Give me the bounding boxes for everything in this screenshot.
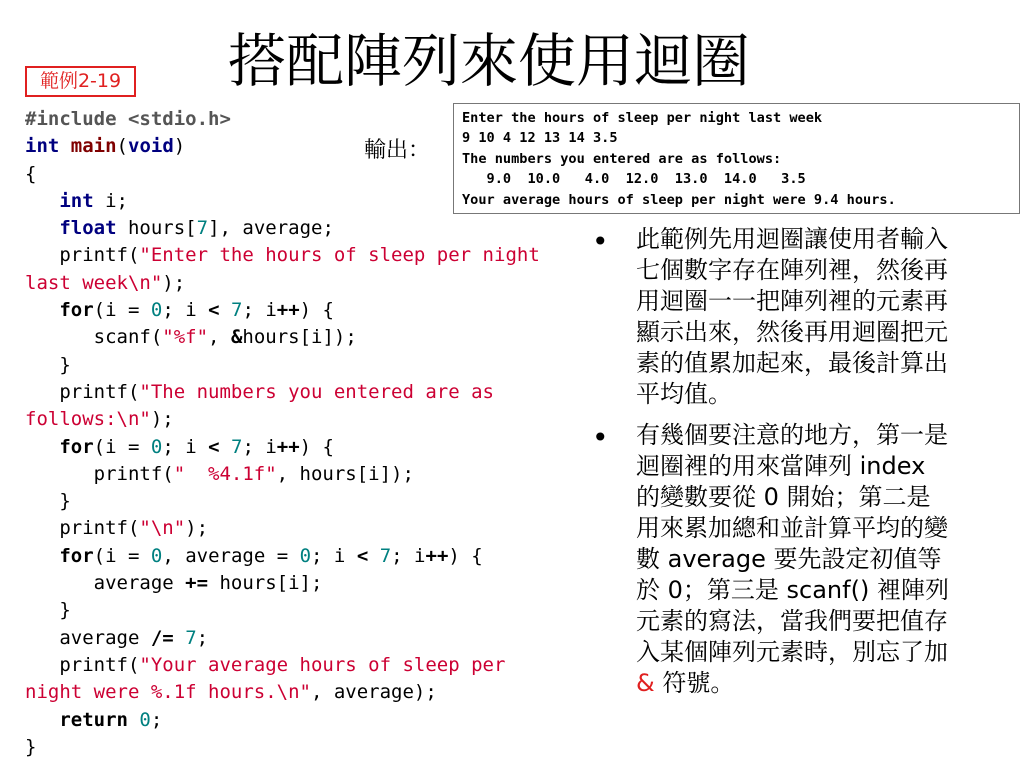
code-line: last week\n"); [25, 271, 186, 294]
code-line: { [25, 162, 37, 185]
code-line: } [25, 599, 71, 622]
bullet-dot-icon: • [592, 225, 609, 258]
code-line: } [25, 353, 71, 376]
console-line: Enter the hours of sleep per night last week [462, 110, 823, 126]
code-line: night were %.1f hours.\n", average); [25, 681, 437, 704]
console-line: The numbers you entered are as follows: [462, 150, 782, 167]
code-line: } [25, 735, 37, 758]
code-line: printf("\n"); [25, 517, 209, 540]
example-number-badge: 範例2-19 [25, 66, 136, 97]
explanation-bullets [592, 224, 1014, 709]
console-line: 9.0 10.0 4.0 12.0 13.0 14.0 3.5 [462, 171, 806, 188]
code-line: float hours[7], average; [59, 217, 334, 240]
ampersand-symbol: & [636, 669, 655, 697]
code-line: average /= 7; [25, 626, 209, 649]
code-line: int main(void) [25, 135, 186, 158]
bullet-item [592, 420, 1014, 699]
code-line: for(i = 0; i < 7; i++) { [59, 435, 334, 458]
console-output [453, 103, 1020, 214]
bullet-text: 有幾個要注意的地方，第一是 迴圈裡的用來當陣列 index 的變數要從 0 開始；第二是 用來累加總和並計算平均的變 數 average 要先設定初值等 於 0；第三是 scanf() 裡陣列 元素的寫法，當我們要把值存 入某個陣列元素時，別忘了加 & 符號。 [636, 421, 949, 697]
code-line: printf(" %4.1f", hours[i]); [25, 462, 414, 485]
code-line: } [25, 490, 71, 513]
slide-title: 搭配陣列來使用迴圈 [228, 27, 751, 95]
code-line: follows:\n"); [25, 408, 174, 431]
code-line: for(i = 0, average = 0; i < 7; i++) { [59, 544, 483, 567]
console-line: Your average hours of sleep per night were 9.4 hours. [462, 191, 896, 208]
code-line: printf("The numbers you entered are as [25, 380, 494, 403]
console-line: 9 10 4 12 13 14 3.5 [462, 130, 618, 147]
code-line: #include <stdio.h> [25, 108, 231, 130]
code-line: average += hours[i]; [25, 572, 323, 595]
bullet-dot-icon: • [592, 421, 609, 454]
code-line: printf("Your average hours of sleep per [25, 653, 506, 676]
code-line: printf("Enter the hours of sleep per night [25, 244, 540, 267]
code-line: int i; [59, 189, 128, 212]
code-line: for(i = 0; i < 7; i++) { [59, 299, 334, 322]
code-line: return 0; [59, 708, 163, 731]
output-label: 輸出： [364, 138, 431, 163]
bullet-item [592, 224, 1014, 410]
code-line: scanf("%f", &hours[i]); [25, 326, 357, 349]
bullet-text: 此範例先用迴圈讓使用者輸入 七個數字存在陣列裡，然後再 用迴圈一一把陣列裡的元素再 顯示出來，然後再用迴圈把元 素的值累加起來，最後計算出 平均值。 [636, 225, 948, 408]
